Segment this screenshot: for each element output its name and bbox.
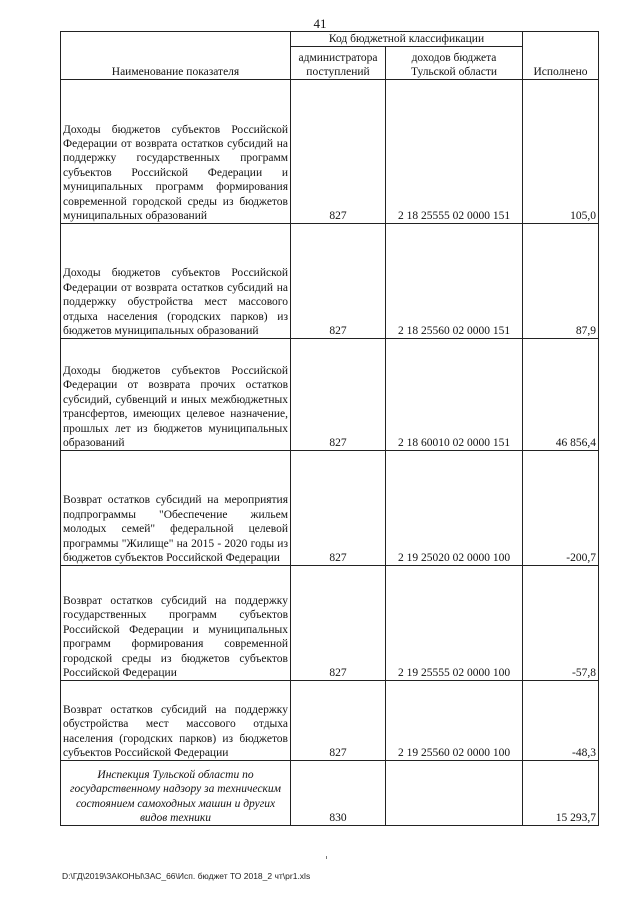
row-name: Инспекция Тульской области по государственному надзору за техническим состоянием самоходных машин и других видов техники [61, 761, 291, 826]
row-amount: -200,7 [523, 451, 599, 566]
header-name: Наименование показателя [61, 32, 291, 80]
row-amount: 46 856,4 [523, 339, 599, 451]
header-row-1 [61, 32, 599, 47]
header-code-group: Код бюджетной классификации [291, 32, 523, 47]
row-admin-code: 827 [291, 80, 386, 224]
row-revenue-code: 2 19 25555 02 0000 100 [386, 566, 523, 681]
row-admin-code: 827 [291, 566, 386, 681]
table-row [61, 566, 599, 681]
table-row [61, 224, 599, 339]
row-name: Доходы бюджетов субъектов Российской Федерации от возврата остатков субсидий на поддержку обустройства мест массового отдыха населения (городских парков) из бюджетов муниципальных образований [61, 224, 291, 339]
header-admin: администратора поступлений [291, 47, 386, 80]
row-name: Возврат остатков субсидий на поддержку государственных программ субъектов Российской Федерации и муниципальных программ формирования современной городской среды из бюджетов субъектов Российской Федерации [61, 566, 291, 681]
budget-table [60, 31, 599, 826]
row-revenue-code: 2 19 25020 02 0000 100 [386, 451, 523, 566]
row-admin-code: 827 [291, 681, 386, 761]
row-name: Возврат остатков субсидий на мероприятия подпрограммы "Обеспечение жильем молодых семей" федеральной целевой программы "Жилище" на 2015 - 2020 годы из бюджетов субъектов Российской Федерации [61, 451, 291, 566]
row-amount: 15 293,7 [523, 761, 599, 826]
row-name: Возврат остатков субсидий на поддержку обустройства мест массового отдыха населения (городских парков) из бюджетов субъектов Российской Федерации [61, 681, 291, 761]
row-revenue-code: 2 18 60010 02 0000 151 [386, 339, 523, 451]
row-admin-code: 827 [291, 339, 386, 451]
row-admin-code: 827 [291, 451, 386, 566]
header-executed: Исполнено [523, 32, 599, 80]
row-amount: -57,8 [523, 566, 599, 681]
row-name: Доходы бюджетов субъектов Российской Федерации от возврата прочих остатков субсидий, субвенций и иных межбюджетных трансфертов, имеющих целевое назначение, прошлых лет из бюджетов муниципальных образований [61, 339, 291, 451]
row-revenue-code [386, 761, 523, 826]
row-amount: -48,3 [523, 681, 599, 761]
row-revenue-code: 2 18 25560 02 0000 151 [386, 224, 523, 339]
page-number: 41 [313, 16, 327, 31]
table-row [61, 451, 599, 566]
row-name: Доходы бюджетов субъектов Российской Федерации от возврата остатков субсидий на поддержку государственных программ субъектов Российской Федерации и муниципальных программ формирования современной городской среды из бюджетов муниципальных образований [61, 80, 291, 224]
footer-file-path: D:\ГД\2019\ЗАКОНЫ\ЗАС_66\Исп. бюджет ТО 2018_2 чт\pr1.xls [62, 871, 311, 881]
table-row [61, 339, 599, 451]
row-amount: 87,9 [523, 224, 599, 339]
table-row [61, 761, 599, 826]
row-amount: 105,0 [523, 80, 599, 224]
row-admin-code: 827 [291, 224, 386, 339]
table-row [61, 80, 599, 224]
row-admin-code: 830 [291, 761, 386, 826]
row-revenue-code: 2 19 25560 02 0000 100 [386, 681, 523, 761]
scan-mark [326, 856, 327, 859]
header-revenue: доходов бюджета Тульской области [386, 47, 523, 80]
table-row [61, 681, 599, 761]
row-revenue-code: 2 18 25555 02 0000 151 [386, 80, 523, 224]
